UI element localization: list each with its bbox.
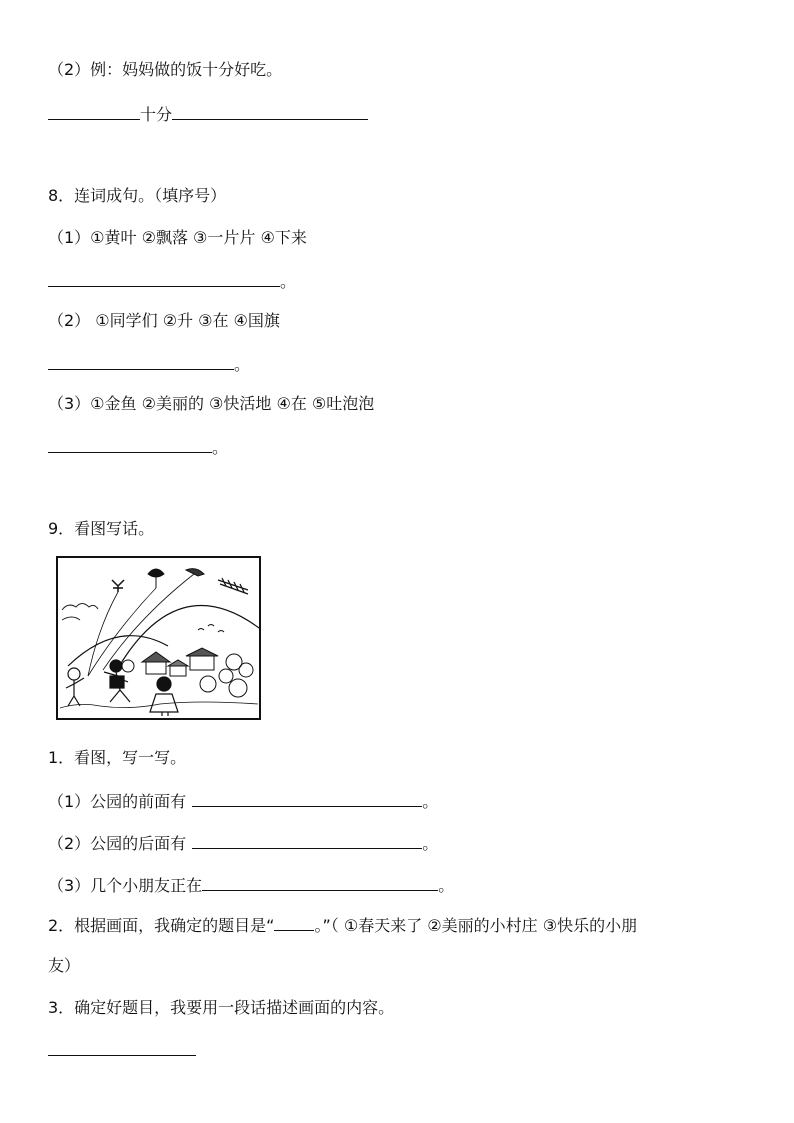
period-mark: 。 — [422, 792, 439, 811]
q9-part2-line — [48, 914, 637, 936]
cloud — [62, 617, 80, 620]
centipede-kite — [218, 578, 248, 594]
bird-kite — [186, 569, 204, 576]
answer-blank[interactable] — [172, 103, 368, 120]
q9-part1-title: 1．看图，写一写。 — [48, 748, 187, 767]
q9-part1-item-2 — [48, 832, 438, 854]
butterfly-kite — [148, 569, 164, 588]
kite-scene-drawing — [58, 558, 259, 718]
answer-blank[interactable] — [274, 914, 314, 931]
q8-sub1-answer-line — [48, 270, 296, 292]
item-label: （2）公园的后面有 — [48, 834, 187, 853]
q9-part2-after: 。”（ ①春天来了 ②美丽的小村庄 ③快乐的小朋 — [314, 916, 638, 935]
item-label: （3）几个小朋友正在 — [48, 876, 203, 895]
kite-flying-illustration — [56, 556, 261, 720]
q9-part1-item-3 — [48, 874, 454, 896]
answer-blank[interactable] — [202, 874, 438, 891]
q9-part3-title: 3．确定好题目，我要用一段话描述画面的内容。 — [48, 998, 395, 1017]
period-mark: 。 — [422, 834, 439, 853]
q8-sub3-answer-line — [48, 436, 228, 458]
bushes — [122, 654, 253, 697]
answer-blank[interactable] — [48, 103, 140, 120]
q7-sub2-prompt: （2）例：妈妈做的饭十分好吃。 — [48, 60, 283, 79]
period-mark: 。 — [234, 355, 251, 374]
village — [142, 648, 218, 676]
answer-blank[interactable] — [48, 270, 280, 287]
q7-sub2-mid-word: 十分 — [140, 105, 173, 124]
answer-blank[interactable] — [48, 1054, 196, 1056]
answer-blank[interactable] — [48, 353, 234, 370]
answer-blank[interactable] — [192, 790, 422, 807]
cloud — [62, 604, 98, 611]
item-label: （1）公园的前面有 — [48, 792, 187, 811]
q8-sub1-words: （1）①黄叶 ②飘落 ③一片片 ④下来 — [48, 228, 307, 247]
q8-sub2-words: （2） ①同学们 ②升 ③在 ④国旗 — [48, 311, 280, 330]
q9-part2-before: 2．根据画面，我确定的题目是“ — [48, 916, 275, 935]
q8-sub2-answer-line — [48, 353, 250, 375]
q8-title: 8．连词成句。（填序号） — [48, 186, 227, 205]
q8-sub3-words: （3）①金鱼 ②美丽的 ③快活地 ④在 ⑤吐泡泡 — [48, 394, 375, 413]
q9-part2-wrap: 友） — [48, 956, 81, 975]
q9-part1-item-1 — [48, 790, 438, 812]
period-mark: 。 — [280, 272, 297, 291]
q7-sub2-answer-line — [48, 103, 368, 125]
period-mark: 。 — [212, 438, 229, 457]
answer-blank[interactable] — [192, 832, 422, 849]
birds — [198, 625, 224, 633]
answer-blank[interactable] — [48, 436, 212, 453]
period-mark: 。 — [438, 876, 455, 895]
dragonfly-kite — [112, 580, 124, 592]
q9-title: 9．看图写话。 — [48, 519, 155, 538]
